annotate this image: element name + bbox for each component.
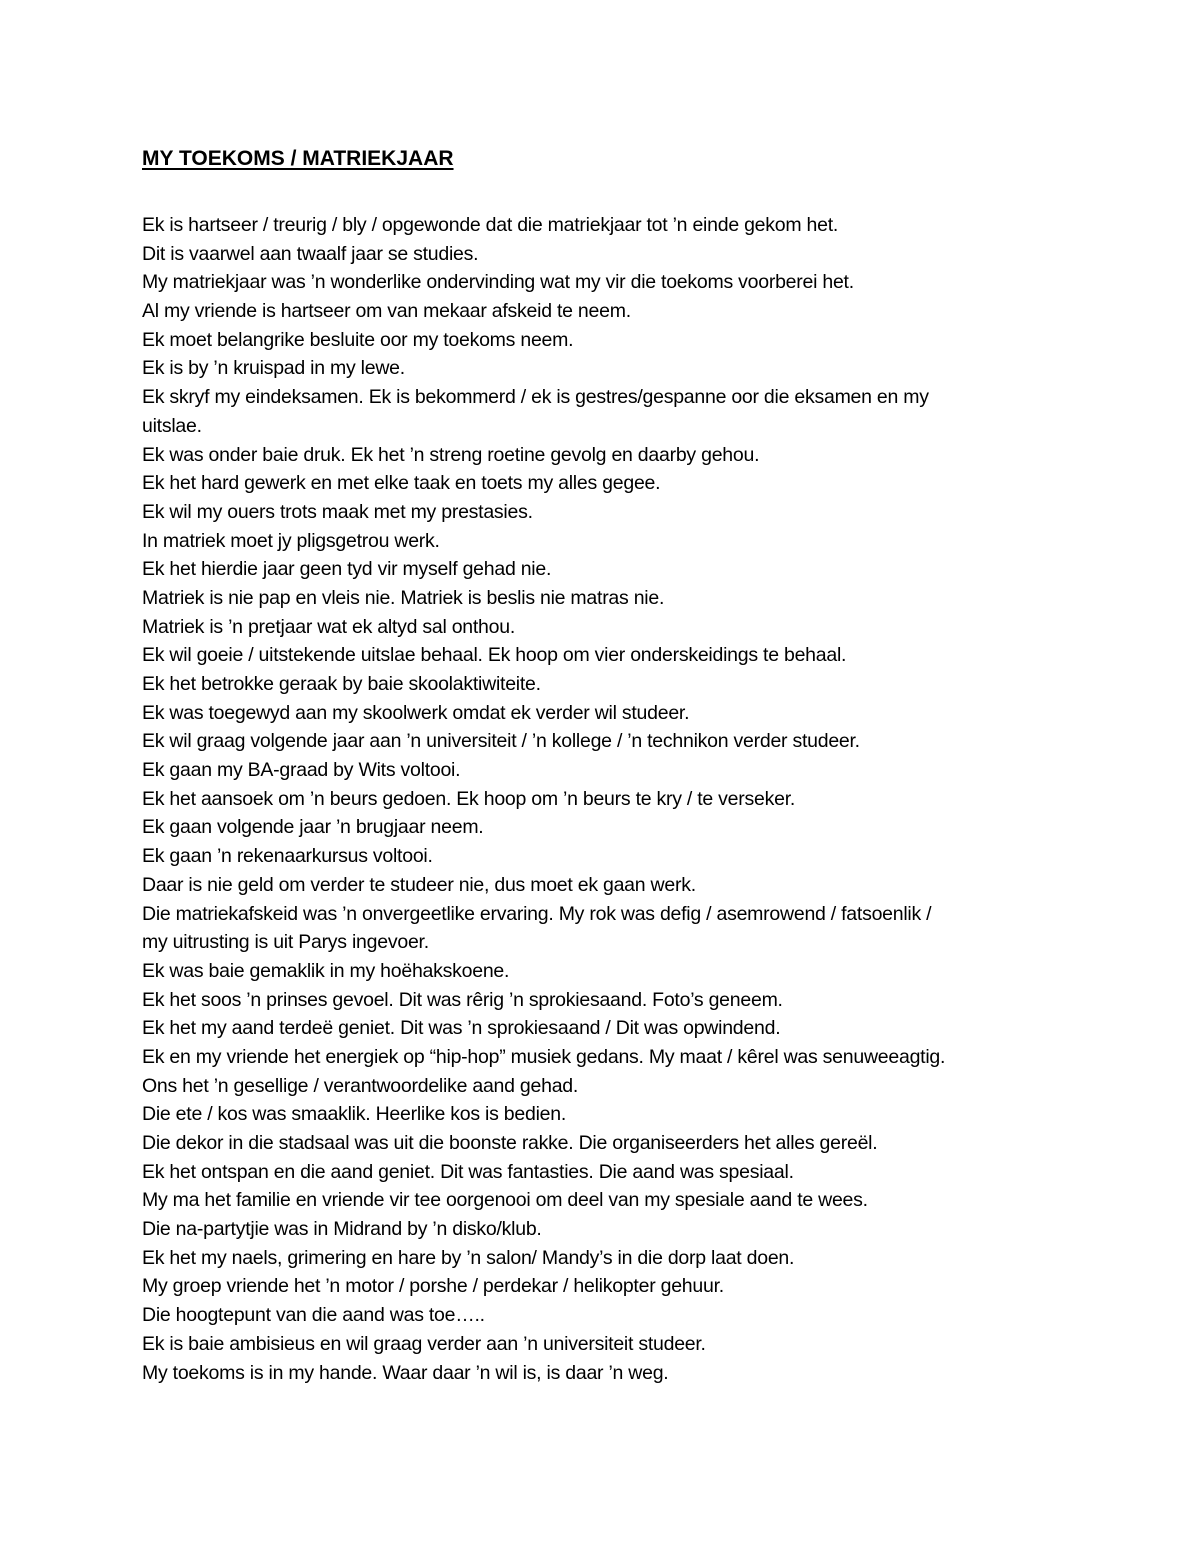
text-line: Ek en my vriende het energiek op “hip-hop” musiek gedans. My maat / kêrel was senuweeagtig. (142, 1045, 946, 1068)
text-line: Ek wil my ouers trots maak met my prestasies. (142, 500, 533, 523)
text-line: My ma het familie en vriende vir tee oorgenooi om deel van my spesiale aand te wees. (142, 1189, 868, 1212)
text-line: Ek wil goeie / uitstekende uitslae behaal. Ek hoop om vier onderskeidings te behaal. (142, 644, 847, 667)
text-line: Matriek is ’n pretjaar wat ek altyd sal onthou. (142, 615, 516, 638)
text-line: Ek gaan my BA-graad by Wits voltooi. (142, 759, 461, 782)
text-line: Ek is hartseer / treurig / bly / opgewonde dat die matriekjaar tot ’n einde gekom het. (142, 214, 839, 236)
text-line: Ek het hierdie jaar geen tyd vir myself gehad nie. (142, 558, 552, 581)
text-line: uitslae. (142, 414, 202, 437)
text-line: Ek het aansoek om ’n beurs gedoen. Ek hoop om ’n beurs te kry / te verseker. (142, 787, 796, 810)
text-line: Ek het hard gewerk en met elke taak en toets my alles gegee. (142, 472, 661, 495)
text-line: Ek het my naels, grimering en hare by ’n salon/ Mandy’s in die dorp laat doen. (142, 1246, 795, 1269)
text-line: My groep vriende het ’n motor / porshe / perdekar / helikopter gehuur. (142, 1275, 724, 1298)
text-line: Die ete / kos was smaaklik. Heerlike kos is bedien. (142, 1103, 567, 1126)
text-line: Ek was onder baie druk. Ek het ’n streng roetine gevolg en daarby gehou. (142, 443, 760, 466)
text-line: Ek het betrokke geraak by baie skoolaktiwiteite. (142, 673, 541, 695)
text-line: My matriekjaar was ’n wonderlike ondervinding wat my vir die toekoms voorberei het. (142, 271, 854, 294)
text-line: Ek het soos ’n prinses gevoel. Dit was rêrig ’n sprokiesaand. Foto’s geneem. (142, 988, 783, 1011)
text-line: Ek is by ’n kruispad in my lewe. (142, 357, 405, 380)
text-line: Ons het ’n gesellige / verantwoordelike aand gehad. (142, 1074, 579, 1097)
text-line: Matriek is nie pap en vleis nie. Matriek is beslis nie matras nie. (142, 586, 665, 609)
text-line: Ek is baie ambisieus en wil graag verder aan ’n universiteit studeer. (142, 1332, 706, 1355)
text-line: In matriek moet jy pligsgetrou werk. (142, 529, 440, 552)
text-line: Die hoogtepunt van die aand was toe….. (142, 1304, 485, 1327)
text-line: Dit is vaarwel aan twaalf jaar se studies. (142, 242, 479, 265)
text-line: Ek was baie gemaklik in my hoëhakskoene. (142, 959, 510, 982)
text-line: Al my vriende is hartseer om van mekaar afskeid te neem. (142, 300, 631, 323)
text-line: Daar is nie geld om verder te studeer nie, dus moet ek gaan werk. (142, 873, 696, 896)
text-line: Die matriekafskeid was ’n onvergeetlike ervaring. My rok was defig / asemrowend / fatsoenlik / (142, 902, 932, 925)
text-line: Ek was toegewyd aan my skoolwerk omdat ek verder wil studeer. (142, 701, 690, 724)
text-line: My toekoms is in my hande. Waar daar ’n wil is, is daar ’n weg. (142, 1361, 669, 1384)
text-line: Die na-partytjie was in Midrand by ’n disko/klub. (142, 1218, 542, 1241)
text-line: Ek het my aand terdeë geniet. Dit was ’n sprokiesaand / Dit was opwindend. (142, 1017, 781, 1040)
text-line: Ek het ontspan en die aand geniet. Dit was fantasties. Die aand was spesiaal. (142, 1160, 794, 1183)
text-line: Ek skryf my eindeksamen. Ek is bekommerd / ek is gestres/gespanne oor die eksamen en my (142, 386, 929, 409)
text-line: Ek gaan volgende jaar ’n brugjaar neem. (142, 816, 484, 839)
text-line: my uitrusting is uit Parys ingevoer. (142, 931, 429, 954)
text-line: Ek gaan ’n rekenaarkursus voltooi. (142, 845, 433, 868)
text-line: Ek moet belangrike besluite oor my toekoms neem. (142, 328, 574, 351)
document-body (142, 211, 1142, 1387)
text-line: Ek wil graag volgende jaar aan ’n universiteit / ’n kollege / ’n technikon verder studeer. (142, 730, 860, 753)
text-line: Die dekor in die stadsaal was uit die boonste rakke. Die organiseerders het alles gereël. (142, 1132, 878, 1154)
document-title: MY TOEKOMS / MATRIEKJAAR (142, 147, 454, 170)
